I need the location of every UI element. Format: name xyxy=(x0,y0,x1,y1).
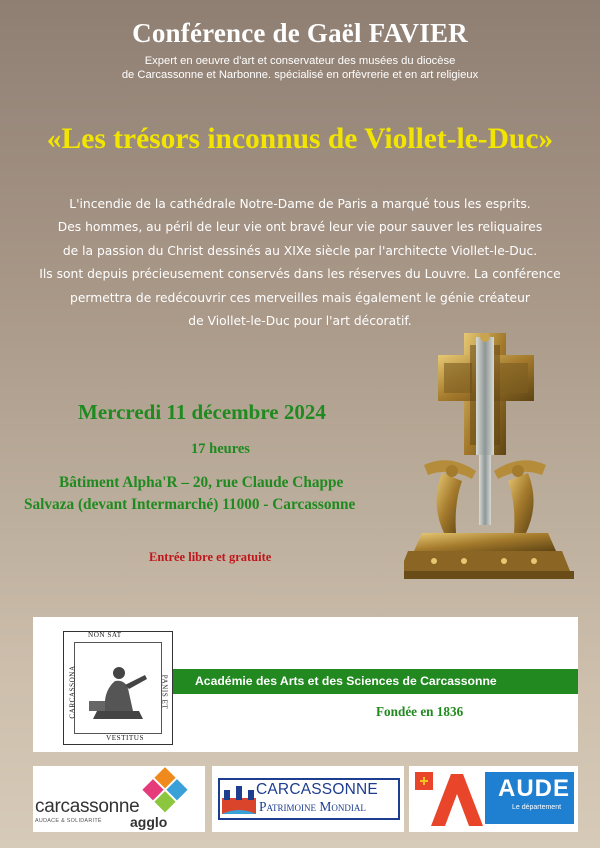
talk-title: «Les trésors inconnus de Viollet-le-Duc» xyxy=(46,123,554,155)
agglo-tagline: AUDACE & SOLIDARITÉ xyxy=(35,818,102,824)
academy-seal-logo xyxy=(63,631,173,745)
subtitle-line-2: de Carcassonne et Narbonne. spécialisé en orfèvrerie et en art religieux xyxy=(121,69,479,81)
cite-subtitle: Patrimoine Mondial xyxy=(259,799,366,814)
agglo-label: agglo xyxy=(130,814,168,830)
description-line: Ils sont depuis précieusement conservés dans les réserves du Louvre. La conférence xyxy=(39,267,561,282)
agglo-wordmark: carcassonne xyxy=(35,796,140,817)
event-address-line-2: Salvaza (devant Intermarché) 11000 - Carcassonne xyxy=(24,496,356,513)
description-line: de Viollet-le-Duc pour l'art décoratif. xyxy=(188,314,412,329)
cite-name: CARCASSONNE xyxy=(256,781,378,798)
carcassonne-agglo-logo xyxy=(33,766,205,832)
aude-name: AUDE xyxy=(498,775,571,802)
talk-description xyxy=(0,193,600,333)
seal-figure-icon xyxy=(75,643,161,733)
seal-frame xyxy=(74,642,162,734)
aude-a-mark-icon xyxy=(413,770,489,830)
carcassonne-heritage-logo xyxy=(212,766,404,832)
academy-founded: Fondée en 1836 xyxy=(376,704,464,719)
castle-icon xyxy=(220,780,260,820)
event-address-line-1: Bâtiment Alpha'R – 20, rue Claude Chappe xyxy=(59,474,344,491)
description-line: L'incendie de la cathédrale Notre-Dame de Paris a marqué tous les esprits. xyxy=(69,197,531,211)
speaker-subtitle xyxy=(0,54,600,82)
subtitle-line-1: Expert en oeuvre d'art et conservateur des musées du diocèse xyxy=(144,55,456,67)
event-time: 17 heures xyxy=(191,441,250,457)
aude-subtitle: Le département xyxy=(512,804,562,811)
description-line: de la passion du Christ dessinés au XIXe siècle par l'architecte Viollet-le-Duc. xyxy=(62,243,538,258)
seal-text-right: PANIS ET xyxy=(160,674,169,710)
academy-panel xyxy=(33,617,578,752)
seal-text-bottom: VESTITUS xyxy=(106,734,144,742)
entry-notice: Entrée libre et gratuite xyxy=(149,550,272,564)
academy-name: Académie des Arts et des Sciences de Carcassonne xyxy=(195,674,497,688)
seal-text-left: CARCASSONA xyxy=(68,665,77,719)
event-date: Mercredi 11 décembre 2024 xyxy=(78,400,326,424)
seal-text-top: NON SAT xyxy=(88,631,122,639)
reliquary-image xyxy=(404,333,600,595)
aude-department-logo xyxy=(409,766,578,832)
description-line: Des hommes, au péril de leur vie ont bravé leur vie pour sauver les reliquaires xyxy=(57,220,543,235)
page-title: Conférence de Gaël FAVIER xyxy=(132,18,468,48)
description-line: permettra de redécouvrir ces merveilles mais également le génie créateur xyxy=(70,290,530,305)
